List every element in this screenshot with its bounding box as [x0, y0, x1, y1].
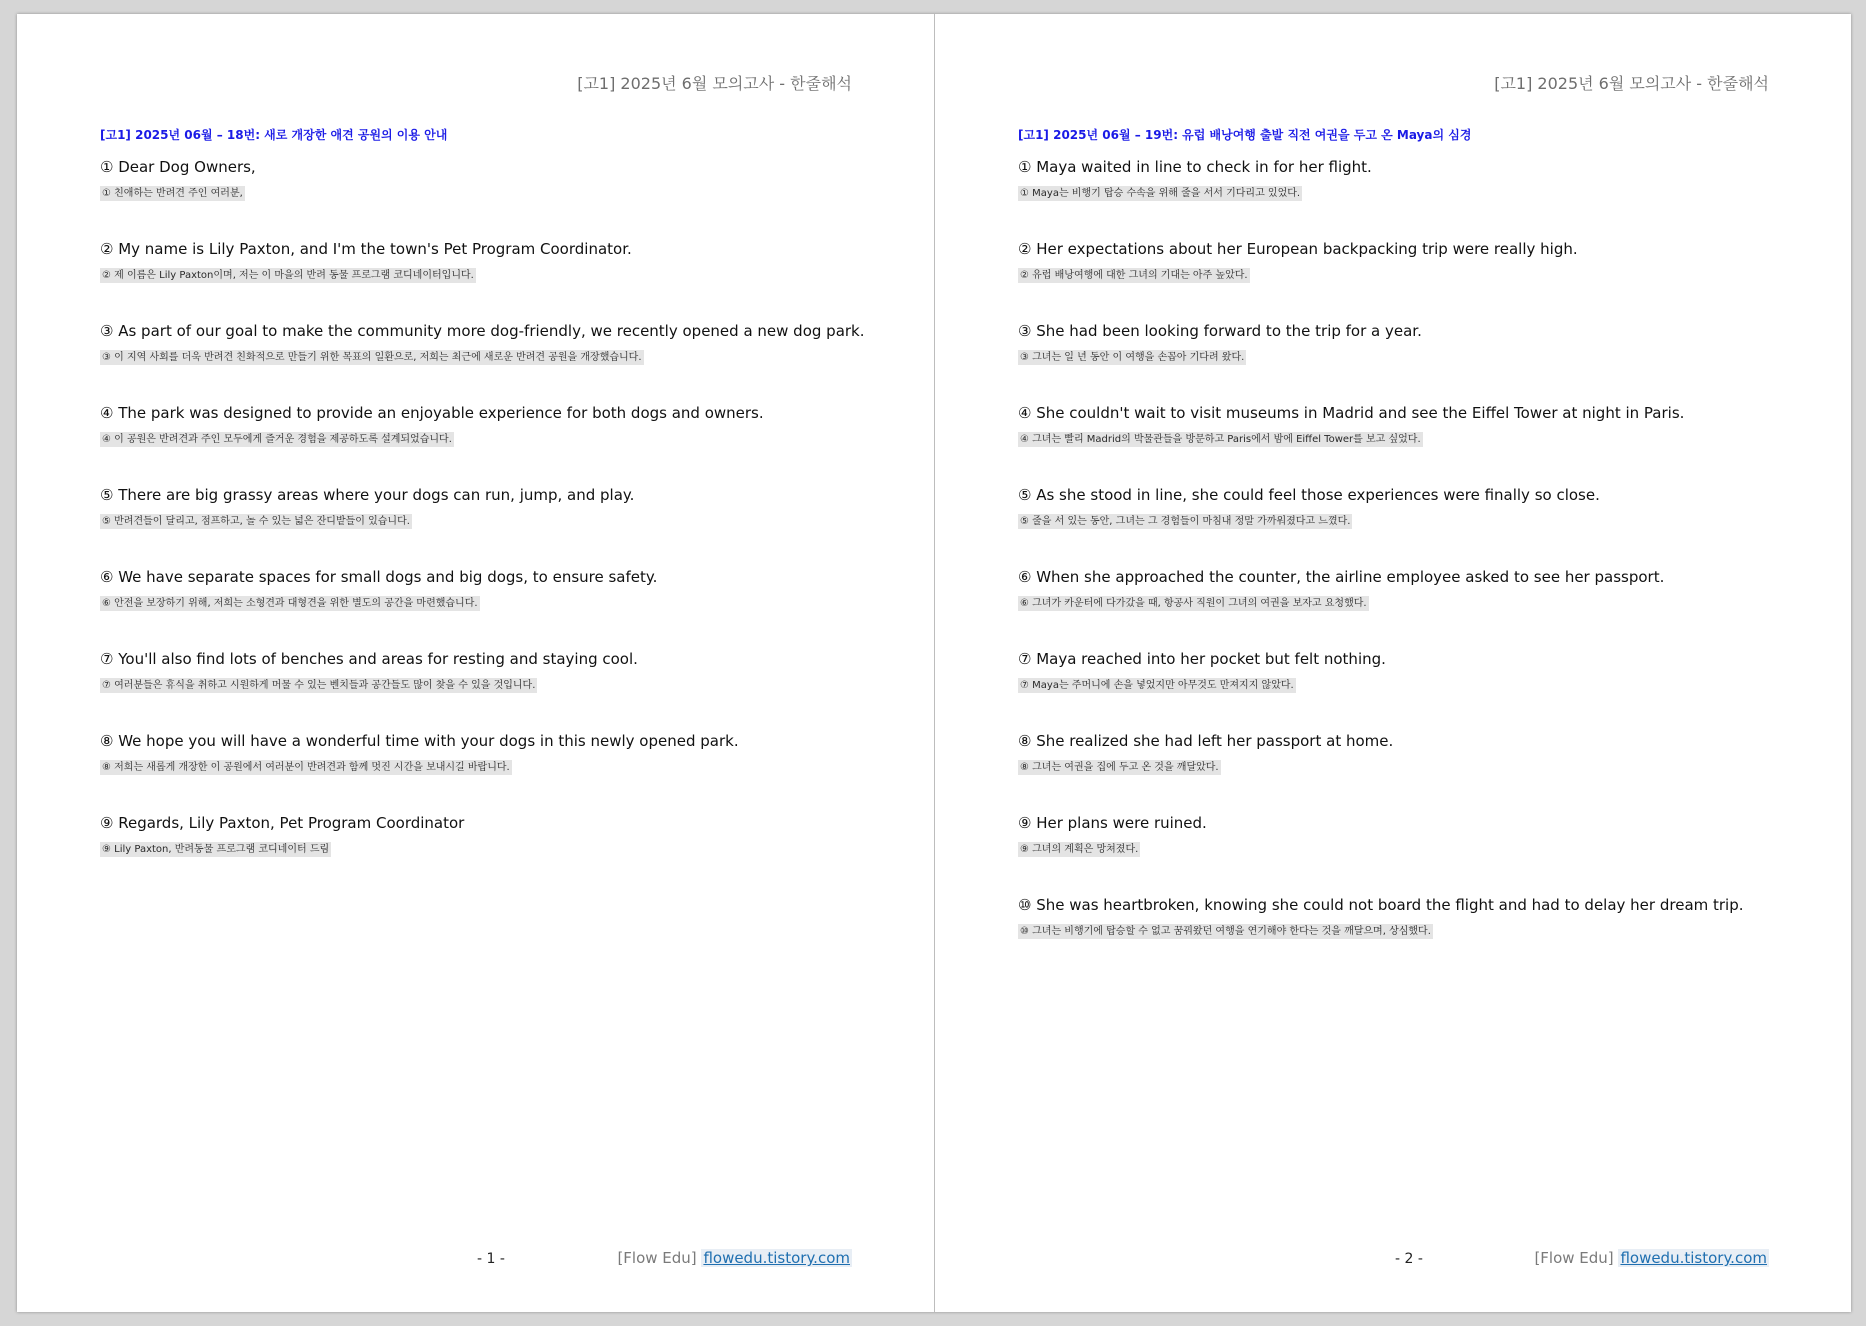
korean-translation: ⑦ 여러분들은 휴식을 취하고 시원하게 머물 수 있는 벤치들과 공간들도 많이 찾을 수 있을 것입니다.: [102, 680, 536, 691]
page-footer: [935, 1249, 1851, 1273]
footer-brand: [1534, 1249, 1769, 1267]
korean-translation: ② 유럽 배낭여행에 대한 그녀의 기대는 아주 높았다.: [1020, 270, 1248, 281]
sentence-item: [100, 156, 904, 238]
passage-title: [고1] 2025년 06월 – 18번: 새로 개장한 애견 공원의 이용 안내: [100, 128, 448, 142]
sentence-item: [1018, 238, 1821, 320]
english-sentence: ⑤ As she stood in line, she could feel those experiences were finally so close.: [1018, 486, 1600, 504]
sentence-item: [1018, 730, 1821, 812]
sentence-item: [100, 730, 904, 812]
page-number: - 1 -: [477, 1251, 505, 1267]
english-sentence: ④ She couldn't wait to visit museums in Madrid and see the Eiffel Tower at night in Paris.: [1018, 404, 1685, 422]
korean-translation: ⑤ 반려견들이 달리고, 점프하고, 놀 수 있는 넓은 잔디밭들이 있습니다.: [102, 516, 410, 527]
sentence-item: [100, 402, 904, 484]
korean-translation: ④ 그녀는 빨리 Madrid의 박물관들을 방문하고 Paris에서 밤에 Eiffel Tower를 보고 싶었다.: [1020, 434, 1421, 445]
sentence-item: [1018, 812, 1821, 894]
korean-translation: ① 친애하는 반려견 주인 여러분,: [102, 188, 243, 199]
sentence-item: [1018, 648, 1821, 730]
english-sentence: ⑥ When she approached the counter, the airline employee asked to see her passport.: [1018, 568, 1665, 586]
page-content: [1018, 126, 1821, 976]
running-header: [고1] 2025년 6월 모의고사 - 한줄해석: [577, 74, 852, 93]
sentence-item: [1018, 566, 1821, 648]
english-sentence: ⑩ She was heartbroken, knowing she could not board the flight and had to delay her dream trip.: [1018, 896, 1744, 914]
site-link[interactable]: flowedu.tistory.com: [1620, 1249, 1767, 1267]
korean-translation: ② 제 이름은 Lily Paxton이며, 저는 이 마을의 반려 동물 프로그램 코디네이터입니다.: [102, 270, 474, 281]
site-link[interactable]: flowedu.tistory.com: [703, 1249, 850, 1267]
sentence-item: [100, 648, 904, 730]
page-number: - 2 -: [1395, 1251, 1423, 1267]
english-sentence: ① Dear Dog Owners,: [100, 158, 256, 176]
english-sentence: ⑥ We have separate spaces for small dogs and big dogs, to ensure safety.: [100, 568, 658, 586]
english-sentence: ④ The park was designed to provide an enjoyable experience for both dogs and owners.: [100, 404, 764, 422]
page-1: [17, 14, 934, 1312]
english-sentence: ② My name is Lily Paxton, and I'm the town's Pet Program Coordinator.: [100, 240, 632, 258]
english-sentence: ⑨ Her plans were ruined.: [1018, 814, 1207, 832]
korean-translation: ⑨ Lily Paxton, 반려동물 프로그램 코디네이터 드림: [102, 844, 330, 855]
footer-brand: [617, 1249, 852, 1267]
sentence-item: [1018, 484, 1821, 566]
english-sentence: ⑦ Maya reached into her pocket but felt nothing.: [1018, 650, 1386, 668]
korean-translation: ⑥ 그녀가 카운터에 다가갔을 때, 항공사 직원이 그녀의 여권을 보자고 요청했다.: [1020, 598, 1367, 609]
korean-translation: ④ 이 공원은 반려견과 주인 모두에게 즐거운 경험을 제공하도록 설계되었습니다.: [102, 434, 452, 445]
english-sentence: ⑨ Regards, Lily Paxton, Pet Program Coordinator: [100, 814, 465, 832]
sentence-item: [1018, 402, 1821, 484]
korean-translation: ⑥ 안전을 보장하기 위해, 저희는 소형견과 대형견을 위한 별도의 공간을 마련했습니다.: [102, 598, 478, 609]
english-sentence: ③ As part of our goal to make the community more dog-friendly, we recently opened a new dog park.: [100, 322, 865, 340]
sentence-item: [100, 320, 904, 402]
sentence-item: [100, 566, 904, 648]
english-sentence: ② Her expectations about her European backpacking trip were really high.: [1018, 240, 1578, 258]
english-sentence: ⑧ She realized she had left her passport at home.: [1018, 732, 1394, 750]
brand-name: [Flow Edu]: [1534, 1249, 1614, 1267]
sentence-item: [100, 238, 904, 320]
page-footer: [17, 1249, 934, 1273]
sentence-item: [1018, 894, 1821, 976]
sentence-item: [1018, 156, 1821, 238]
page-2: [934, 14, 1851, 1312]
korean-translation: ⑤ 줄을 서 있는 동안, 그녀는 그 경험들이 마침내 정말 가까워졌다고 느꼈다.: [1020, 516, 1351, 527]
sentence-item: [100, 812, 904, 894]
korean-translation: ⑦ Maya는 주머니에 손을 넣었지만 아무것도 만져지지 않았다.: [1020, 680, 1294, 691]
korean-translation: ⑧ 그녀는 여권을 집에 두고 온 것을 깨달았다.: [1020, 762, 1219, 773]
english-sentence: ⑧ We hope you will have a wonderful time with your dogs in this newly opened park.: [100, 732, 739, 750]
page-content: [100, 126, 904, 894]
english-sentence: ⑤ There are big grassy areas where your dogs can run, jump, and play.: [100, 486, 635, 504]
english-sentence: ⑦ You'll also find lots of benches and areas for resting and staying cool.: [100, 650, 638, 668]
korean-translation: ① Maya는 비행기 탑승 수속을 위해 줄을 서서 기다리고 있었다.: [1020, 188, 1301, 199]
korean-translation: ⑧ 저희는 새롭게 개장한 이 공원에서 여러분이 반려견과 함께 멋진 시간을 보내시길 바랍니다.: [102, 762, 510, 773]
korean-translation: ③ 이 지역 사회를 더욱 반려견 친화적으로 만들기 위한 목표의 일환으로, 저희는 최근에 새로운 반려견 공원을 개장했습니다.: [102, 352, 642, 363]
korean-translation: ⑩ 그녀는 비행기에 탑승할 수 없고 꿈꿔왔던 여행을 연기해야 한다는 것을 깨달으며, 상심했다.: [1020, 926, 1431, 937]
sentence-item: [1018, 320, 1821, 402]
korean-translation: ③ 그녀는 일 년 동안 이 여행을 손꼽아 기다려 왔다.: [1020, 352, 1245, 363]
english-sentence: ① Maya waited in line to check in for her flight.: [1018, 158, 1372, 176]
brand-name: [Flow Edu]: [617, 1249, 697, 1267]
korean-translation: ⑨ 그녀의 계획은 망쳐졌다.: [1020, 844, 1139, 855]
english-sentence: ③ She had been looking forward to the trip for a year.: [1018, 322, 1422, 340]
document-spread: [17, 14, 1851, 1312]
running-header: [고1] 2025년 6월 모의고사 - 한줄해석: [1494, 74, 1769, 93]
passage-title: [고1] 2025년 06월 – 19번: 유럽 배낭여행 출발 직전 여권을 두고 온 Maya의 심경: [1018, 128, 1472, 142]
sentence-item: [100, 484, 904, 566]
